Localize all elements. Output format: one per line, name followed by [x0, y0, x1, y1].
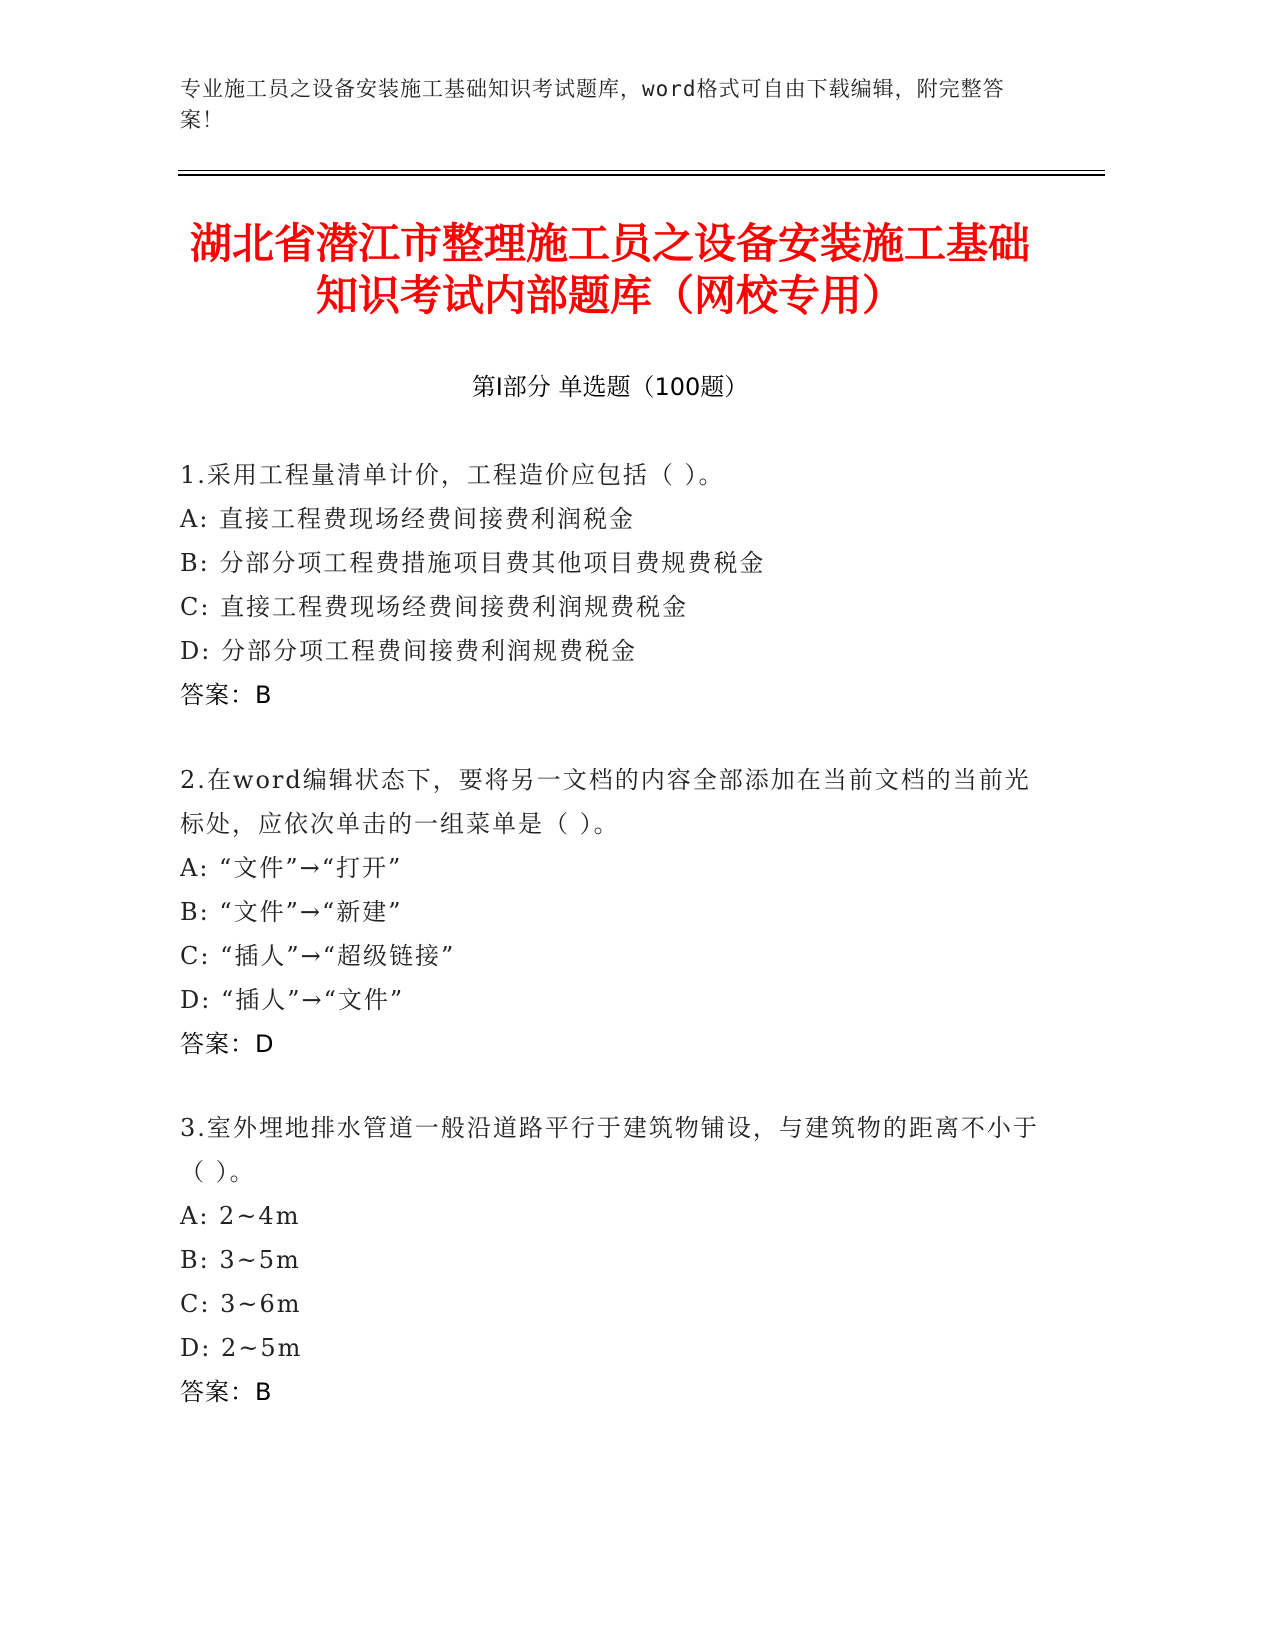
option-d: D: 分部分项工程费间接费利润规费税金	[180, 637, 637, 665]
answer: 答案：D	[180, 1030, 275, 1058]
option-a: A: “文件”→“打开”	[180, 854, 403, 882]
question-stem: 1.采用工程量清单计价，工程造价应包括（ ）。	[180, 461, 725, 489]
option-c: C: “插人”→“超级链接”	[180, 942, 456, 970]
option-d: D: “插人”→“文件”	[180, 986, 405, 1014]
option-b: B: “文件”→“新建”	[180, 898, 403, 926]
question-stem: 2.在word编辑状态下，要将另一文档的内容全部添加在当前文档的当前光标处，应依次单击的一组菜单是（ ）。	[180, 766, 1031, 838]
answer: 答案：B	[180, 681, 273, 709]
option-a: A: 直接工程费现场经费间接费利润税金	[180, 505, 636, 533]
option-c: C: 直接工程费现场经费间接费利润规费税金	[180, 593, 689, 621]
header-note: 专业施工员之设备安装施工基础知识考试题库，word格式可自由下载编辑，附完整答案！	[180, 77, 1005, 132]
question-stem: 3.室外埋地排水管道一般沿道路平行于建筑物铺设，与建筑物的距离不小于（ ）。	[180, 1114, 1039, 1186]
question-3	[180, 1106, 1040, 1414]
section-heading: 第Ⅰ部分 单选题（100题）	[471, 373, 749, 401]
option-a: A: 2~4m	[180, 1202, 301, 1230]
answer: 答案：B	[180, 1378, 273, 1406]
header-divider-thick	[178, 174, 1105, 176]
document-title: 湖北省潜江市整理施工员之设备安装施工基础知识考试内部题库（网校专用）	[189, 219, 1030, 320]
question-1	[180, 453, 1040, 717]
option-d: D: 2~5m	[180, 1334, 303, 1362]
header-divider-thin	[178, 170, 1105, 171]
question-2	[180, 758, 1040, 1066]
option-b: B: 3~5m	[180, 1246, 301, 1274]
option-b: B: 分部分项工程费措施项目费其他项目费规费税金	[180, 549, 766, 577]
option-c: C: 3~6m	[180, 1290, 302, 1318]
